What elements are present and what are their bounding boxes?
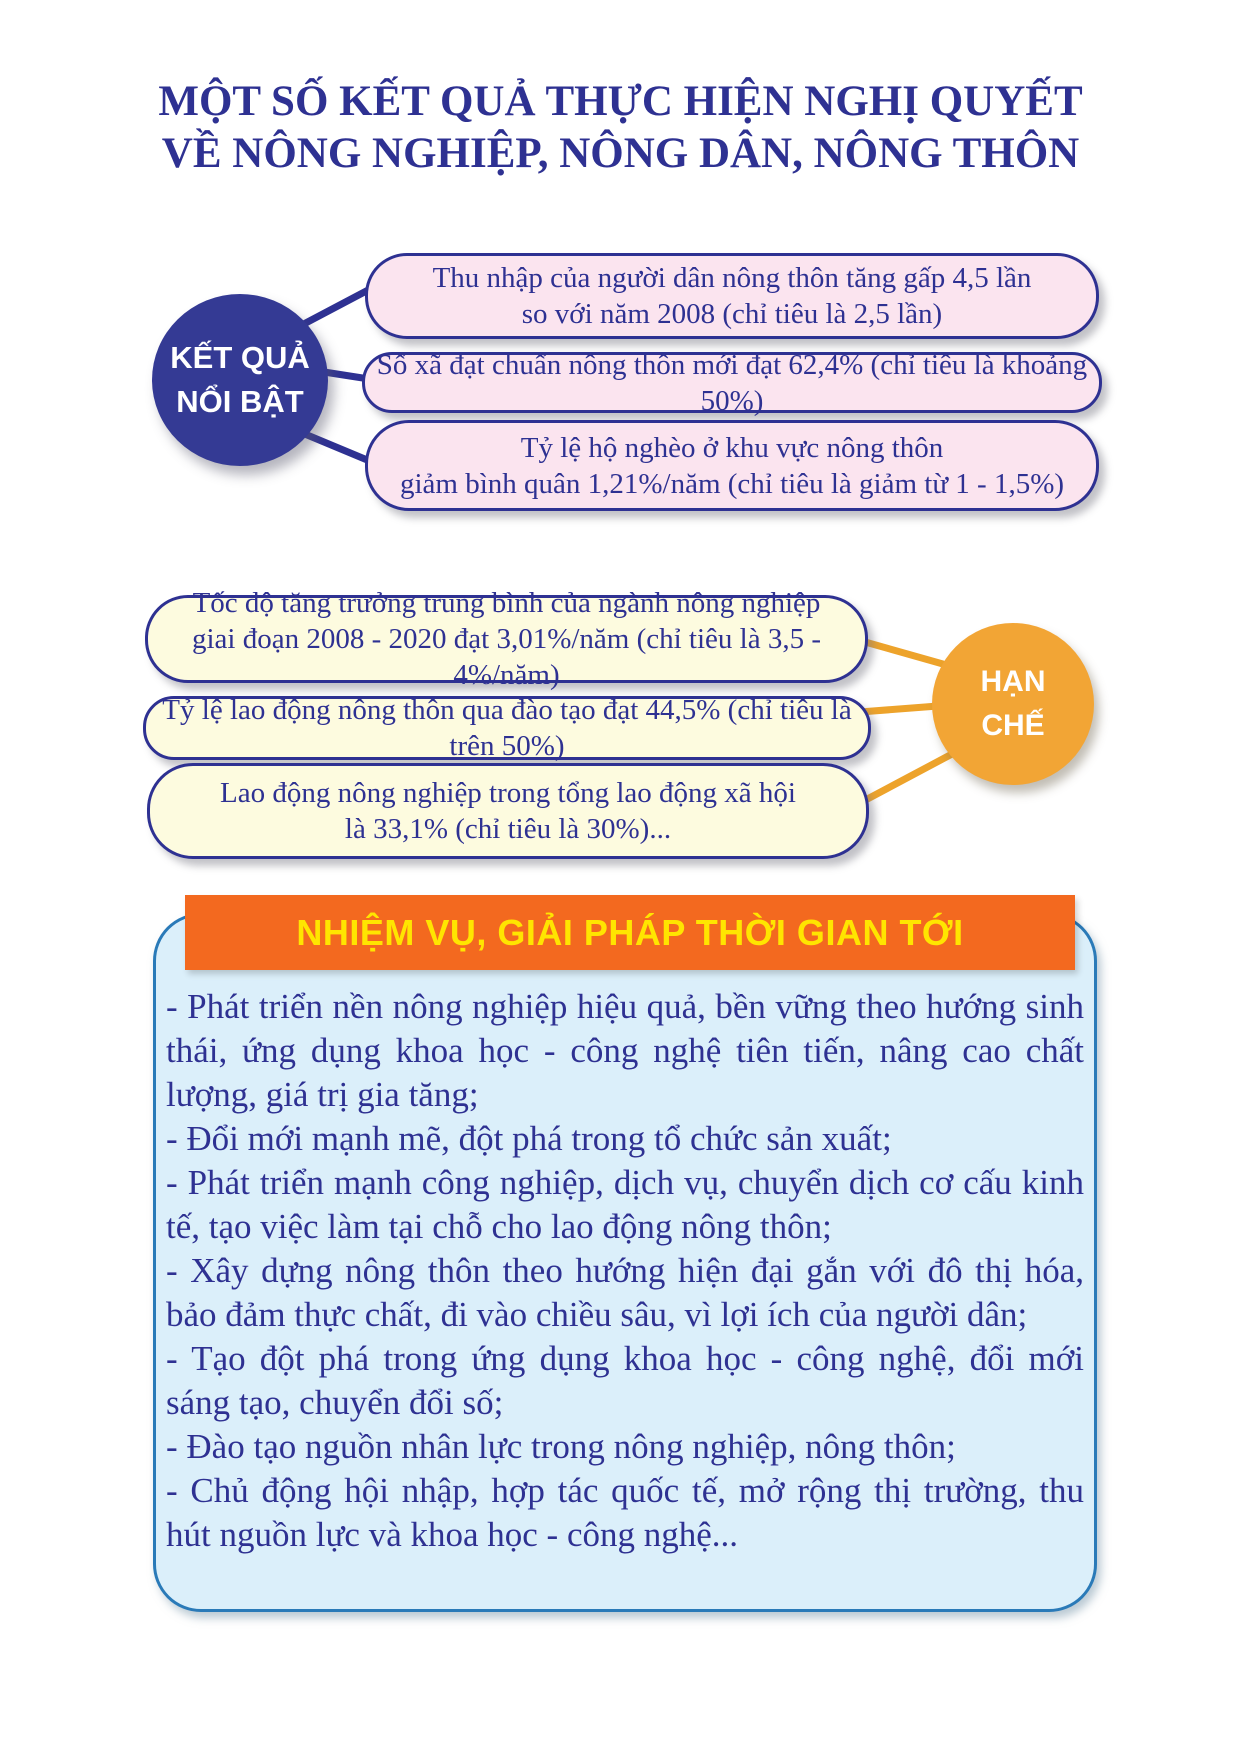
limitations-hub-label-line1: HẠN	[980, 665, 1046, 698]
result-item-communes-line1: Số xã đạt chuẩn nông thôn mới đạt 62,4% (chỉ tiêu là khoảng 50%)	[376, 348, 1088, 417]
task-item: - Phát triển mạnh công nghiệp, dịch vụ, chuyển dịch cơ cấu kinh tế, tạo việc làm tại chỗ cho lao động nông thôn;	[166, 1163, 1084, 1246]
tasks-body	[166, 985, 1084, 1557]
page-title-line1: MỘT SỐ KẾT QUẢ THỰC HIỆN NGHỊ QUYẾT	[158, 78, 1083, 125]
connector-results-1	[300, 288, 372, 326]
result-item-poverty-line2: giảm bình quân 1,21%/năm (chỉ tiêu là giảm từ 1 - 1,5%)	[399, 467, 1065, 500]
result-item-communes	[362, 348, 1102, 417]
page-title-line2: VỀ NÔNG NGHIỆP, NÔNG DÂN, NÔNG THÔN	[161, 130, 1080, 177]
limitations-hub-circle	[932, 623, 1094, 785]
result-item-poverty	[365, 420, 1099, 511]
result-item-income-line1: Thu nhập của người dân nông thôn tăng gấp 4,5 lần	[432, 262, 1032, 294]
connector-results-3	[300, 432, 372, 462]
task-item: - Đổi mới mạnh mẽ, đột phá trong tổ chức sản xuất;	[166, 1119, 892, 1158]
limitations-hub-label-line2: CHẾ	[981, 709, 1045, 742]
limitation-item-labor-line2: là 33,1% (chỉ tiêu là 30%)...	[344, 813, 672, 845]
results-hub-label-line1: KẾT QUẢ	[170, 340, 310, 375]
result-item-income-line2: so với năm 2008 (chỉ tiêu là 2,5 lần)	[521, 298, 943, 330]
results-hub-circle	[152, 294, 328, 466]
limitation-item-growth-line1: Tốc độ tăng trưởng trung bình của ngành nông nghiệp	[192, 587, 821, 619]
tasks-header	[185, 895, 1075, 970]
tasks-header-label: NHIỆM VỤ, GIẢI PHÁP THỜI GIAN TỚI	[296, 911, 964, 953]
result-item-poverty-line1: Tỷ lệ hộ nghèo ở khu vực nông thôn	[520, 431, 944, 464]
task-item: - Phát triển nền nông nghiệp hiệu quả, bền vững theo hướng sinh thái, ứng dụng khoa học - công nghệ tiên tiến, nâng cao chất lượng, giá trị gia tăng;	[166, 987, 1084, 1114]
task-item: - Tạo đột phá trong ứng dụng khoa học - công nghệ, đổi mới sáng tạo, chuyển đổi số;	[166, 1339, 1084, 1422]
connector-limitations-2	[860, 706, 938, 712]
task-item: - Chủ động hội nhập, hợp tác quốc tế, mở rộng thị trường, thu hút nguồn lực và khoa học - công nghệ...	[166, 1471, 1084, 1554]
connector-limitations-3	[858, 754, 952, 804]
limitation-item-training-line1: Tỷ lệ lao động nông thôn qua đào tạo đạt 44,5% (chỉ tiêu là trên 50%)	[162, 694, 852, 762]
task-item: - Xây dựng nông thôn theo hướng hiện đại gắn với đô thị hóa, bảo đảm thực chất, đi vào chiều sâu, vì lợi ích của người dân;	[166, 1251, 1084, 1334]
limitation-item-labor-line1: Lao động nông nghiệp trong tổng lao động xã hội	[220, 777, 796, 809]
result-item-income	[365, 253, 1099, 339]
limitation-item-growth-line2: giai đoạn 2008 - 2020 đạt 3,01%/năm (chỉ tiêu là 3,5 - 4%/năm)	[192, 623, 821, 691]
limitation-item-growth	[145, 587, 868, 691]
task-item: - Đào tạo nguồn nhân lực trong nông nghiệp, nông thôn;	[166, 1427, 956, 1466]
page-title	[0, 76, 1241, 180]
limitation-item-training	[143, 696, 871, 760]
limitation-item-labor	[147, 763, 869, 859]
results-hub-label-line2: NỔI BẬT	[176, 384, 304, 419]
connector-limitations-1	[858, 640, 950, 666]
